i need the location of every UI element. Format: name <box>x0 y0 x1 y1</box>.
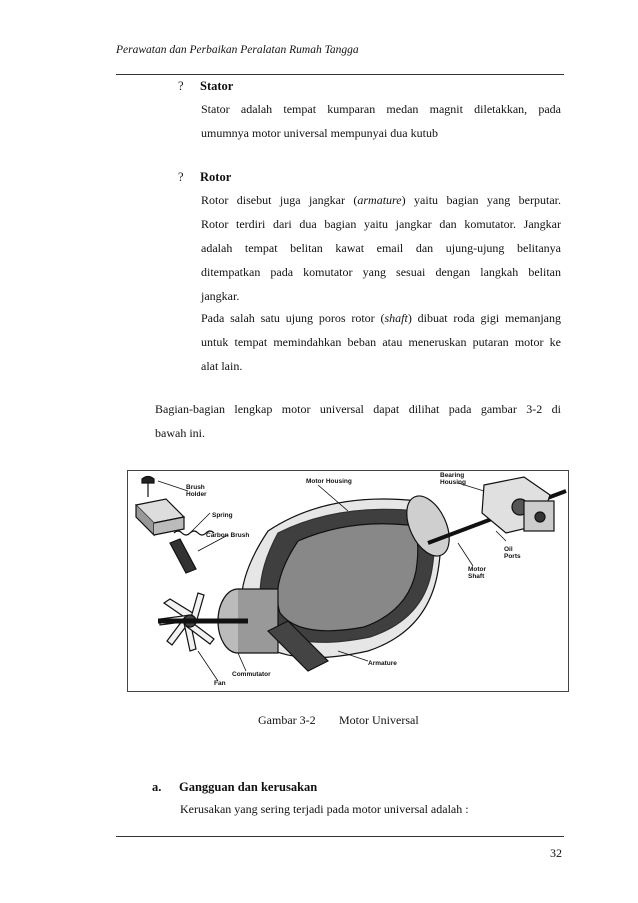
rotor-term-shaft: shaft <box>384 311 408 325</box>
label-spring: Spring <box>212 512 233 519</box>
label-motor-shaft-1: Motor <box>468 566 487 573</box>
label-fan: Fan <box>214 680 226 687</box>
carbon-brush-shape <box>170 539 196 573</box>
label-motor-housing: Motor Housing <box>306 478 352 485</box>
section-a-heading <box>152 780 317 795</box>
page-number: 32 <box>550 846 562 860</box>
label-carbon-brush: Carbon Brush <box>206 532 250 539</box>
label-oil-ports-2: Ports <box>504 553 521 560</box>
motor-figure <box>127 470 569 692</box>
rotor-p2-line-1-b: ) dibuat roda gigi memanjang <box>407 311 561 325</box>
label-bearing-housing-1: Bearing <box>440 472 465 479</box>
intro-line-1: Bagian-bagian lengkap motor universal dapat dilihat pada gambar 3-2 di <box>155 402 561 416</box>
rotor-line-4: ditempatkan pada komutator yang sesuai dengan langkah belitan <box>201 265 561 279</box>
rotor-line-1-a: Rotor disebut juga jangkar ( <box>201 193 358 207</box>
rotor-line-1-b: ) yaitu bagian yang berputar. <box>401 193 561 207</box>
rotor-p2-line-1-a: Pada salah satu ujung poros rotor ( <box>201 311 385 325</box>
rotor-line-3: adalah tempat belitan kawat email dan ujung-ujung belitanya <box>201 241 561 255</box>
label-motor-shaft-2: Shaft <box>468 573 485 580</box>
header-rule <box>116 74 564 75</box>
stator-line-1: Stator adalah tempat kumparan medan magnit diletakkan, pada <box>201 102 561 116</box>
label-brush-holder-1: Brush <box>186 484 205 491</box>
rotor-heading <box>178 170 231 185</box>
section-a-label: a. <box>152 780 162 794</box>
rotor-p2-line-3: alat lain. <box>201 359 243 373</box>
section-a-title: Gangguan dan kerusakan <box>179 780 318 794</box>
rotor-line-1 <box>201 188 561 212</box>
figure-caption-label: Gambar 3-2 <box>258 713 316 727</box>
stator-bullet: ? <box>178 79 184 93</box>
label-armature: Armature <box>368 660 397 667</box>
figure-caption-title: Motor Universal <box>339 713 419 727</box>
stator-heading <box>178 79 233 94</box>
rotor-term-armature: armature <box>357 193 402 207</box>
rotor-p2-line-2: untuk tempat memindahkan beban atau meneruskan putaran motor ke <box>201 335 561 349</box>
running-header: Perawatan dan Perbaikan Peralatan Rumah Tangga <box>116 44 359 56</box>
rotor-line-2: Rotor terdiri dari dua bagian yaitu jangkar dan komutator. Jangkar <box>201 217 561 231</box>
stator-title: Stator <box>200 79 234 93</box>
label-commutator: Commutator <box>232 671 271 678</box>
brush-cap-shape <box>142 477 154 484</box>
motor-exploded-diagram <box>128 471 568 691</box>
section-a-body: Kerusakan yang sering terjadi pada motor universal adalah : <box>180 802 469 816</box>
footer-rule <box>116 836 564 837</box>
rotor-bullet: ? <box>178 170 184 184</box>
intro-line-2: bawah ini. <box>155 426 205 440</box>
rotor-p2-line-1 <box>201 306 561 330</box>
label-bearing-housing-2: Housing <box>440 479 466 486</box>
label-brush-holder-2: Holder <box>186 491 207 498</box>
rotor-line-5: jangkar. <box>201 289 240 303</box>
rotor-title: Rotor <box>200 170 232 184</box>
stator-line-2: umumnya motor universal mempunyai dua kutub <box>201 126 438 140</box>
label-oil-ports-1: Oil <box>504 546 513 553</box>
